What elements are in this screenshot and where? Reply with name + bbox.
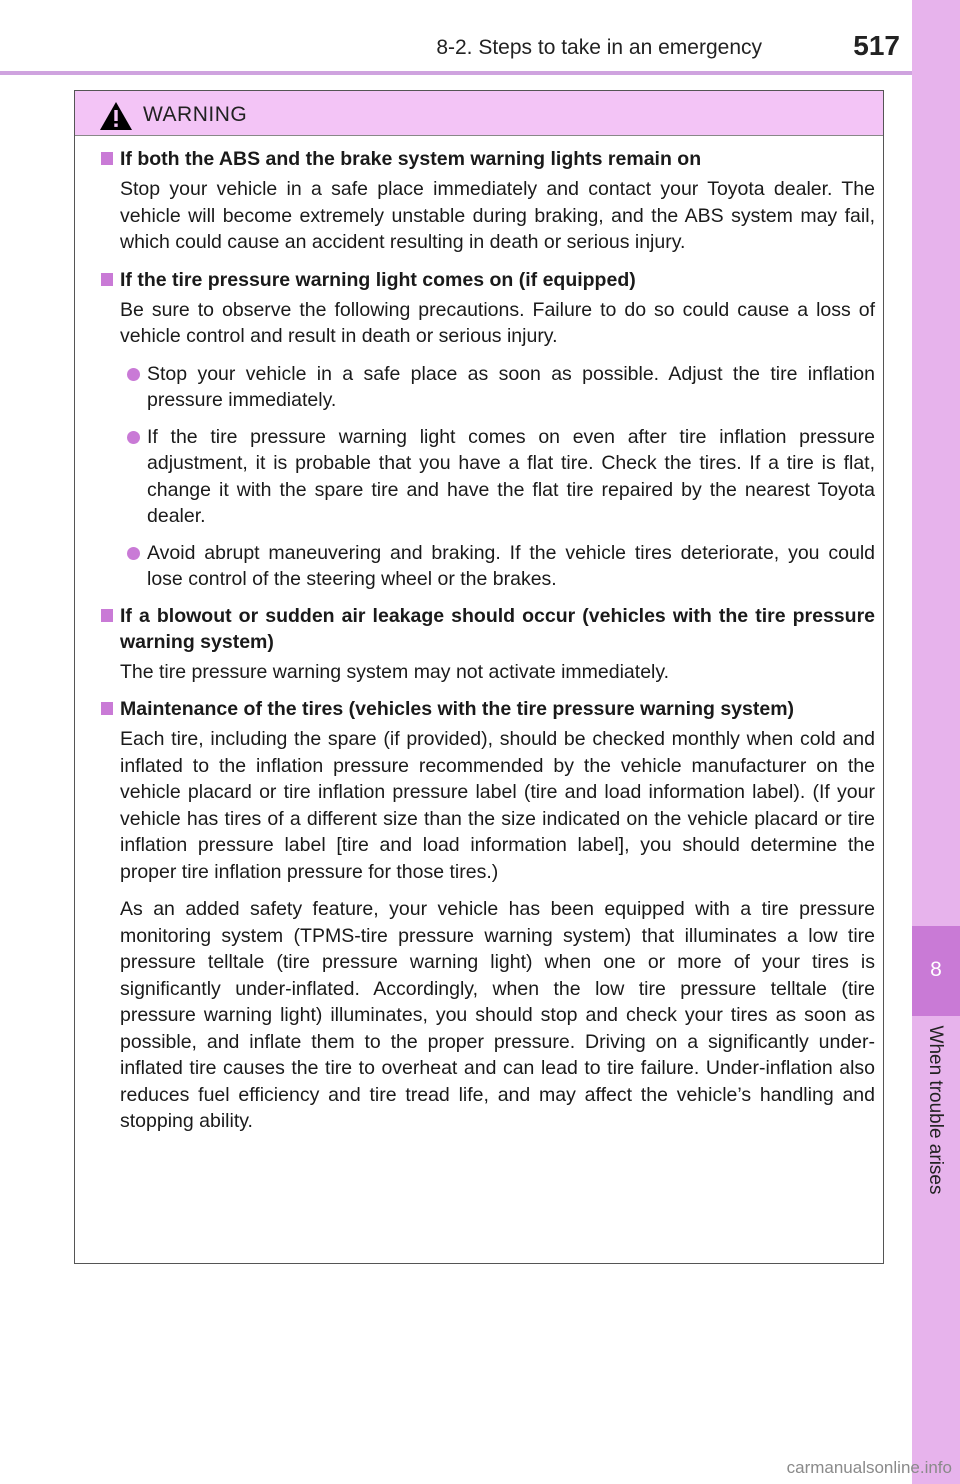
section-heading: If both the ABS and the brake system warning lights remain on — [101, 146, 875, 172]
circle-bullet-icon — [127, 368, 140, 381]
section-paragraph: Stop your vehicle in a safe place immediately and contact your Toyota dealer. The vehicle will become extremely unstable during braking, and the ABS system may fail, which could cause an accident resulting in death or serious injury. — [120, 178, 875, 253]
page-number: 517 — [853, 30, 900, 61]
section-paragraph: Be sure to observe the following precautions. Failure to do so could cause a loss of vehicle control and result in death or serious injury. — [120, 298, 875, 347]
watermark: carmanualsonline.info — [786, 1458, 952, 1477]
list-item: Stop your vehicle in a safe place as soon as possible. Adjust the tire inflation pressure immediately. — [101, 361, 875, 414]
chapter-marker — [912, 926, 960, 1016]
circle-bullet-icon — [127, 547, 140, 560]
chapter-title: When trouble arises — [925, 1025, 946, 1195]
section-paragraph: The tire pressure warning system may not activate immediately. — [120, 660, 670, 683]
list-item: Avoid abrupt maneuvering and braking. If the vehicle tires deteriorate, you could lose control of the steering wheel or the brakes. — [101, 540, 875, 593]
list-item: If the tire pressure warning light comes on even after tire inflation pressure adjustment, it is probable that you have a flat tire. Check the tires. If a tire is flat, change it with the spare tire and have the flat tire repaired by the nearest Toyota dealer. — [101, 424, 875, 530]
section-heading: Maintenance of the tires (vehicles with the tire pressure warning system) — [101, 696, 875, 722]
section-heading: If a blowout or sudden air leakage should occur (vehicles with the tire pressure warning system) — [101, 603, 875, 655]
warning-header — [75, 91, 883, 136]
chapter-number: 8 — [930, 958, 942, 981]
chapter-side-tab — [912, 0, 960, 1484]
page-header — [0, 0, 912, 72]
square-bullet-icon — [101, 702, 113, 715]
warning-label: WARNING — [143, 103, 248, 126]
warning-box — [74, 90, 884, 1264]
circle-bullet-icon — [127, 431, 140, 444]
section-paragraph: Each tire, including the spare (if provided), should be checked monthly when cold and inflated to the inflation pressure recommended by the vehicle manufacturer on the vehicle placard or tire inflation pressure label (tire and load information label). (If your vehicle has tires of a different size than the size indicated on the vehicle placard or tire inflation pressure label [tire and load information label], you should determine the proper tire inflation pressure for those tires.) — [120, 728, 875, 883]
square-bullet-icon — [101, 609, 113, 622]
warning-content — [75, 136, 883, 1135]
section-heading: If the tire pressure warning light comes on (if equipped) — [101, 267, 875, 293]
section-title: 8-2. Steps to take in an emergency — [436, 36, 762, 59]
header-rule — [0, 71, 912, 75]
square-bullet-icon — [101, 152, 113, 165]
square-bullet-icon — [101, 273, 113, 286]
warning-triangle-icon — [99, 101, 133, 131]
section-paragraph: As an added safety feature, your vehicle has been equipped with a tire pressure monitoring system (TPMS-tire pressure warning system) that illuminates a low tire pressure telltale (tire pressure warning light) when one or more of your tires is significantly under-inflated. Accordingly, when the low tire pressure telltale (tire pressure warning light) illuminates, you should stop and check your tires as soon as possible, and inflate them to the proper pressure. Driving on a significantly under-inflated tire causes the tire to overheat and can lead to tire failure. Under-inflation also reduces fuel efficiency and tire tread life, and may affect the vehicle’s handling and stopping ability. — [120, 898, 875, 1132]
